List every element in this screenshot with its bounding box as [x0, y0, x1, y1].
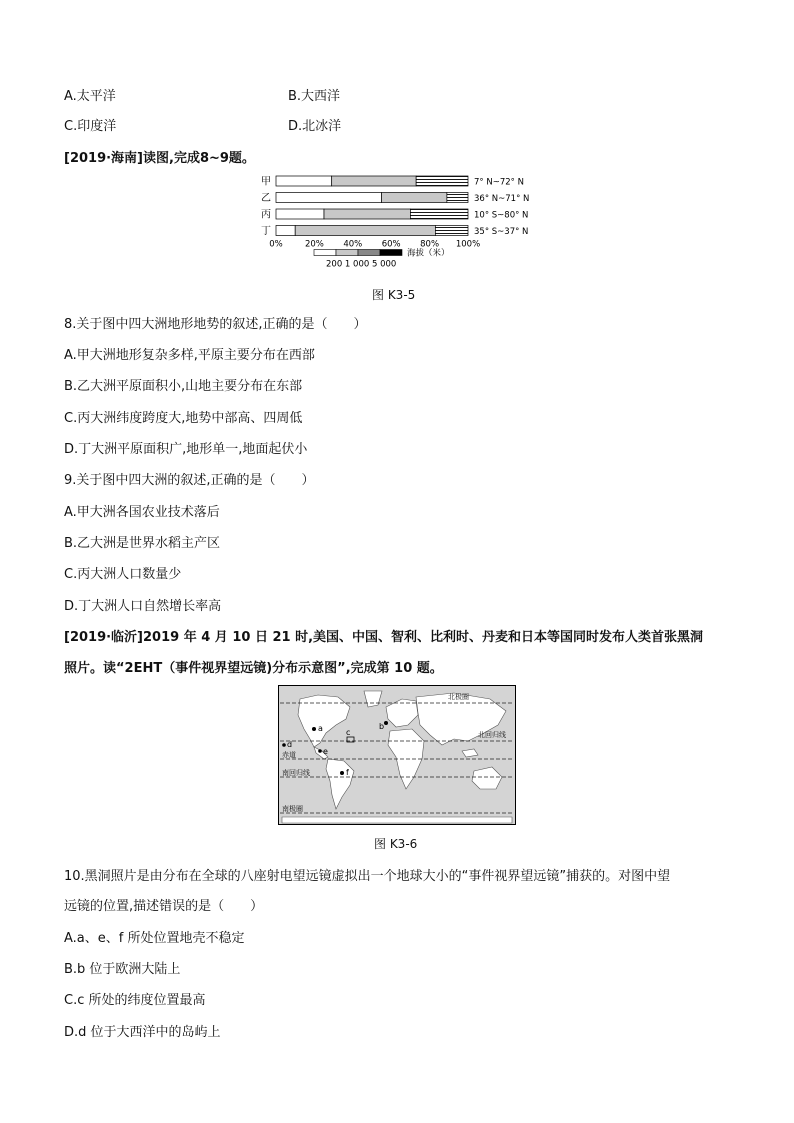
elevation-bar-chart: [250, 172, 550, 280]
eht-world-map: [278, 685, 516, 825]
chart-bar-segment: [382, 193, 447, 203]
chart-bar-segment: [295, 226, 435, 236]
chart-latitude-label: 35° S~37° N: [474, 227, 529, 237]
chart-latitude-label: 7° N~72° N: [474, 177, 524, 188]
chart-bar-segment: [276, 226, 295, 236]
chart-tick-label: 80%: [420, 239, 440, 250]
chart-tick-label: 60%: [381, 239, 401, 250]
chart-category-label: 甲: [261, 176, 271, 188]
chart-category-label: 丙: [261, 209, 271, 221]
chart-bar-segment: [447, 193, 468, 203]
q9-stem: 9.关于图中四大洲的叙述,正确的是（ ）: [64, 473, 315, 488]
chart-legend-swatch: [358, 250, 380, 256]
q9-option-b: B.乙大洲是世界水稻主产区: [64, 536, 221, 551]
chart-tick-label: 20%: [304, 239, 324, 250]
chart-legend-breaks: 200 1 000 5 000: [326, 259, 397, 270]
chart-tick-label: 0%: [269, 239, 283, 250]
q8-stem: 8.关于图中四大洲地形地势的叙述,正确的是（ ）: [64, 317, 367, 332]
point-e-marker: [318, 749, 322, 753]
chart-bar-segment: [276, 176, 332, 186]
chart-bar-segment: [276, 209, 324, 219]
point-a-label: a: [318, 724, 323, 733]
chart-latitude-label: 10° S~80° N: [474, 210, 529, 221]
q8-option-a: A.甲大洲地形复杂多样,平原主要分布在西部: [64, 348, 315, 363]
intro-10-line1: [2019·临沂]2019 年 4 月 10 日 21 时,美国、中国、智利、比利时、丹麦和日本等国同时发布人类首张黑洞: [64, 630, 704, 645]
q10-stem-line2: 远镜的位置,描述错误的是（ ）: [64, 899, 264, 914]
q10-option-d: D.d 位于大西洋中的岛屿上: [64, 1025, 221, 1040]
point-f-marker: [340, 771, 344, 775]
chart-tick-label: 100%: [455, 239, 481, 250]
chart-category-label: 乙: [261, 193, 271, 204]
chart-legend-swatch: [380, 250, 402, 256]
chart-legend-swatch: [336, 250, 358, 256]
chart-bar-segment: [410, 209, 468, 219]
chart-bar-segment: [416, 176, 468, 186]
q8-option-c: C.丙大洲纬度跨度大,地势中部高、四周低: [64, 411, 303, 426]
point-b-marker: [384, 721, 388, 725]
label-arctic-circle: 北极圈: [448, 693, 469, 701]
point-b-label: b: [379, 722, 385, 731]
chart-bar-segment: [324, 209, 410, 219]
intro-10-line2: 照片。读“2EHT（事件视界望远镜)分布示意图”,完成第 10 题。: [64, 661, 443, 676]
point-d-label: d: [287, 740, 293, 749]
q9-option-d: D.丁大洲人口自然增长率高: [64, 599, 222, 614]
label-antarctic-circle: 南极圈: [282, 805, 303, 813]
q7-option-d: D.北冰洋: [288, 119, 342, 134]
figure-caption-k3-6: 图 K3-6: [374, 837, 418, 851]
label-tropic-cancer: 北回归线: [478, 731, 506, 739]
q10-option-a: A.a、e、f 所处位置地壳不稳定: [64, 931, 245, 946]
q8-option-d: D.丁大洲平原面积广,地形单一,地面起伏小: [64, 442, 308, 457]
chart-legend-label: 海拔（米）: [407, 248, 450, 259]
point-d-marker: [282, 743, 286, 747]
chart-bar-segment: [276, 193, 382, 203]
figure-caption-k3-5: 图 K3-5: [372, 288, 416, 302]
q7-option-a: A.太平洋: [64, 89, 116, 104]
q9-option-a: A.甲大洲各国农业技术落后: [64, 505, 220, 520]
q10-stem-line1: 10.黑洞照片是由分布在全球的八座射电望远镜虚拟出一个地球大小的“事件视界望远镜”捕获的。对图中望: [64, 869, 671, 884]
label-tropic-capricorn: 南回归线: [282, 769, 310, 777]
chart-latitude-label: 36° N~71° N: [474, 194, 530, 204]
label-equator: 赤道: [282, 751, 296, 759]
q10-option-c: C.c 所处的纬度位置最高: [64, 993, 206, 1008]
chart-bar-segment: [435, 226, 468, 236]
intro-8-9: [2019·海南]读图,完成8~9题。: [64, 151, 255, 166]
point-e-label: e: [323, 747, 328, 756]
point-f-label: f: [346, 768, 349, 777]
chart-bar-segment: [332, 176, 416, 186]
q7-option-c: C.印度洋: [64, 119, 117, 134]
q9-option-c: C.丙大洲人口数量少: [64, 567, 182, 582]
q8-option-b: B.乙大洲平原面积小,山地主要分布在东部: [64, 379, 303, 394]
chart-legend-swatch: [314, 250, 336, 256]
q10-option-b: B.b 位于欧洲大陆上: [64, 962, 181, 977]
q7-option-b: B.大西洋: [288, 89, 341, 104]
chart-tick-label: 40%: [343, 239, 363, 250]
point-c-label: c: [346, 728, 351, 737]
point-a-marker: [312, 727, 316, 731]
chart-category-label: 丁: [261, 226, 271, 237]
